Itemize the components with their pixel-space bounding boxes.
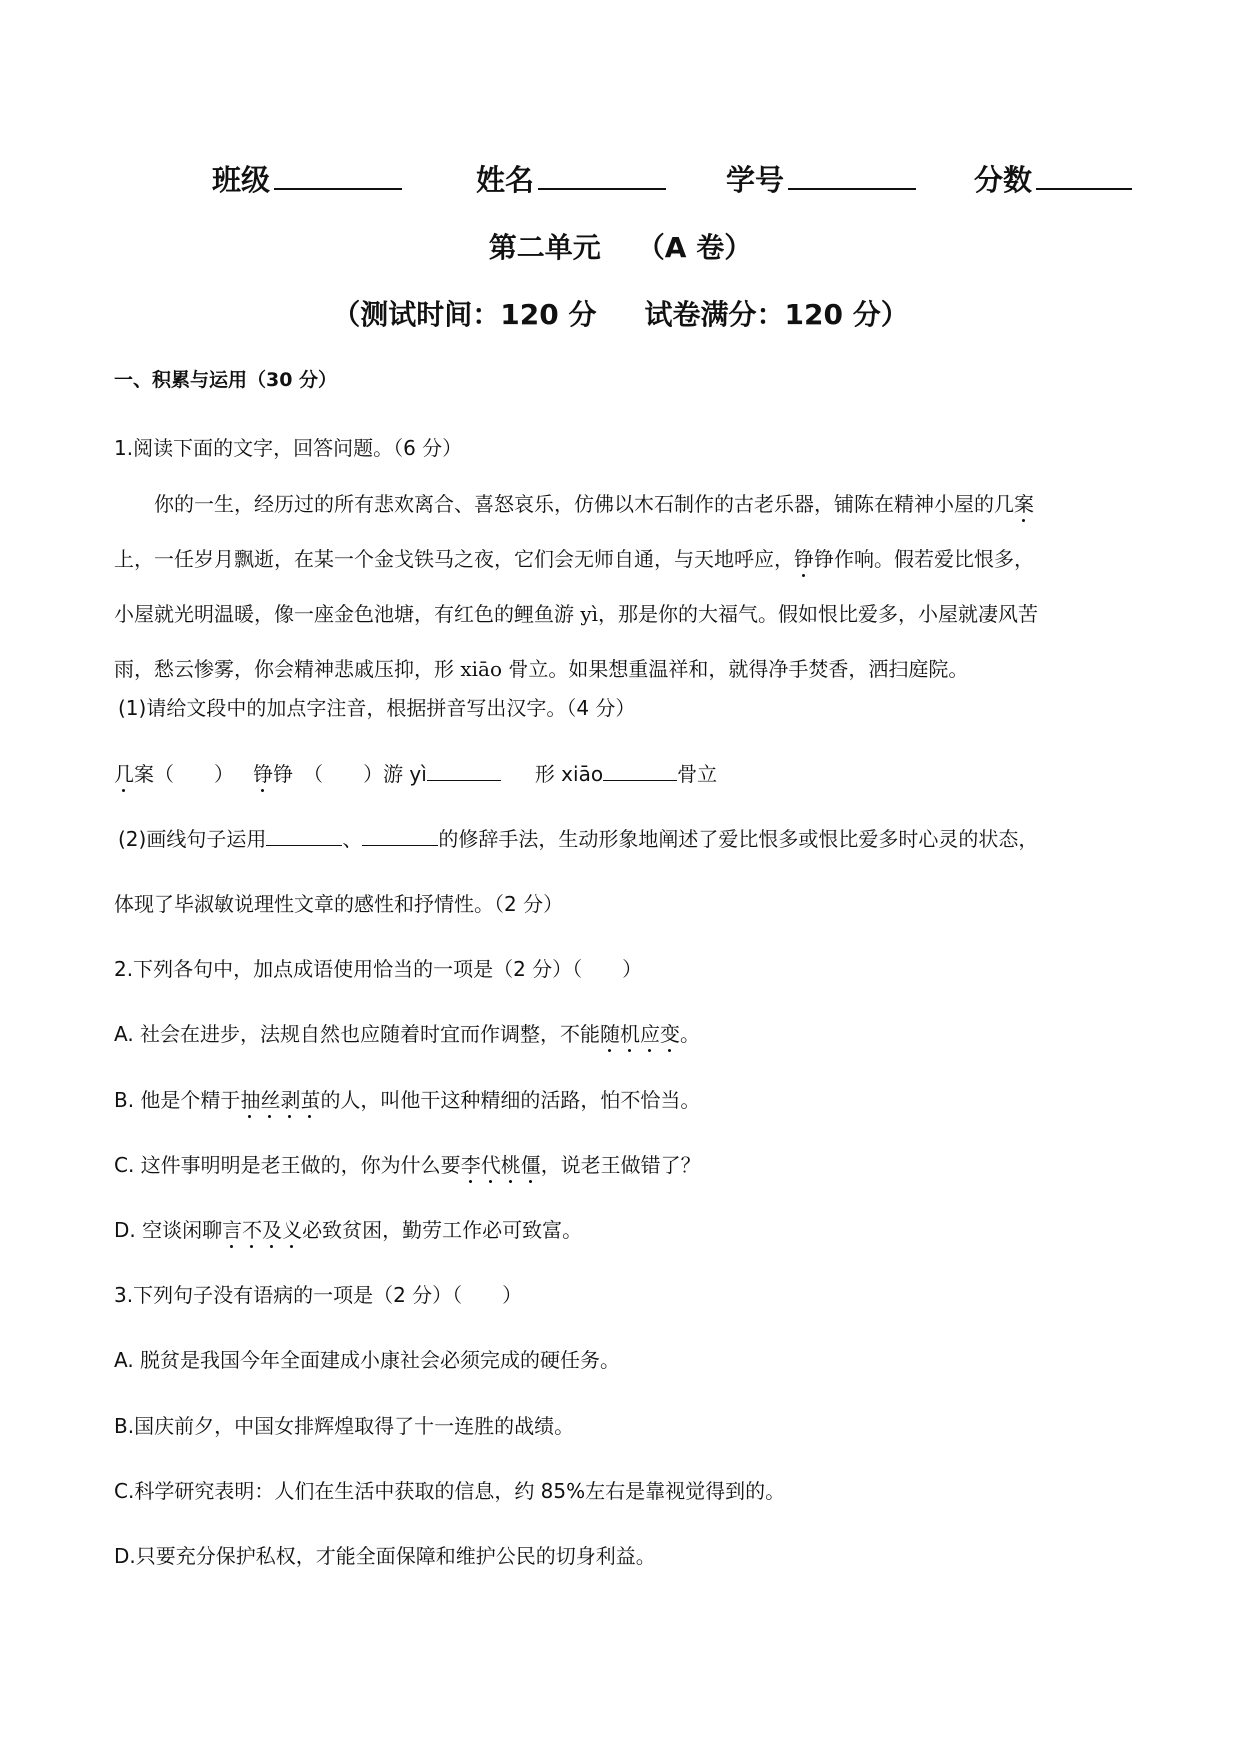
question-2-option-b[interactable]: B. 他是个精于抽丝剥茧的人，叫他干这种精细的活路，怕不恰当。 [114,1088,701,1112]
answer-blank[interactable] [266,825,342,846]
paper-version: （A 卷） [636,231,753,264]
dotted-idiom [222,1218,302,1242]
score-blank[interactable] [1036,160,1132,190]
dotted-char: 铮 [794,547,814,571]
dotted-char: 剥 [280,1088,301,1112]
question-1-stem: 1.阅读下面的文字，回答问题。（6 分） [114,436,463,460]
section-heading: 一、积累与运用（30 分） [114,369,338,391]
question-2-option-c[interactable]: C. 这件事明明是老王做的，你为什么要李代桃僵，说老王做错了？ [114,1153,701,1177]
passage-line: 小屋就光明温暖，像一座金色池塘，有红色的鲤鱼游 yì，那是你的大福气。假如恨比爱多，小屋就凄风苦 [114,602,1039,626]
dotted-char: 随 [600,1022,621,1046]
question-3-stem: 3.下列句子没有语病的一项是（2 分）（ ） [114,1283,523,1307]
unit-name: 第二单元 [488,231,601,264]
dotted-char: 不 [242,1218,263,1242]
question-2-option-d[interactable]: D. 空谈闲聊言不及义必致贫困，勤劳工作必可致富。 [114,1218,583,1242]
passage-line: 你的一生，经历过的所有悲欢离合、喜怒哀乐，仿佛以木石制作的古老乐器，铺陈在精神小屋的几案 [154,492,1034,516]
question-2-option-a[interactable]: A. 社会在进步，法规自然也应随着时宜而作调整，不能随机应变。 [114,1022,701,1046]
dotted-char: 铮 [253,762,274,786]
answer-bracket[interactable]: 铮 （ ）游 yì [273,762,427,786]
question-3-option-d[interactable]: D.只要充分保护私权，才能全面保障和维护公民的切身利益。 [114,1544,656,1568]
dotted-idiom [240,1088,320,1112]
dotted-char: 李 [460,1153,481,1177]
dotted-char: 丝 [260,1088,281,1112]
class-field [212,158,402,199]
question-2-stem: 2.下列各句中，加点成语使用恰当的一项是（2 分）（ ） [114,957,643,981]
dotted-char: 抽 [240,1088,261,1112]
test-time: （测试时间：120 分 [332,298,597,331]
dotted-idiom [461,1153,541,1177]
dotted-char: 桃 [500,1153,521,1177]
question-1-sub2: (2)画线句子运用 、 的修辞手法，生动形象地阐述了爱比恨多或恨比爱多时心灵的状态， [118,827,1039,851]
passage-line: 上，一任岁月飘逝，在某一个金戈铁马之夜，它们会无师自通，与天地呼应，铮铮作响。假若爱比恨多， [114,547,1034,571]
question-1-sub2-cont: 体现了毕淑敏说理性文章的感性和抒情性。（2 分） [114,892,564,916]
score-label: 分数 [974,163,1033,197]
student-id-blank[interactable] [788,160,916,190]
dotted-char: 变 [660,1022,681,1046]
dotted-char: 僵 [520,1153,541,1177]
dotted-char: 言 [222,1218,243,1242]
dotted-char: 机 [620,1022,641,1046]
dotted-idiom [600,1022,680,1046]
name-field [476,158,666,199]
question-3-option-c[interactable]: C.科学研究表明：人们在生活中获取的信息，约 85%左右是靠视觉得到的。 [114,1479,786,1503]
class-label: 班级 [212,163,271,197]
student-id-label: 学号 [726,163,785,197]
dotted-char: 义 [282,1218,303,1242]
name-blank[interactable] [538,160,666,190]
dotted-char: 茧 [300,1088,321,1112]
dotted-char: 应 [640,1022,661,1046]
score-field [974,158,1132,199]
answer-blank[interactable] [362,825,438,846]
answer-blank[interactable] [427,760,501,781]
dotted-char: 几 [114,762,134,786]
full-score: 试卷满分：120 分） [644,298,909,331]
dotted-char: 案 [1014,492,1034,516]
answer-blank[interactable] [603,760,677,781]
passage-line: 雨，愁云惨雾，你会精神悲戚压抑，形 xiāo 骨立。如果想重温祥和，就得净手焚香，洒扫庭院。 [114,657,969,681]
question-3-option-b[interactable]: B.国庆前夕，中国女排辉煌取得了十一连胜的战绩。 [114,1414,575,1438]
name-label: 姓名 [476,163,535,197]
class-blank[interactable] [274,160,402,190]
test-info [0,293,1241,333]
student-id-field [726,158,916,199]
dotted-char: 代 [480,1153,501,1177]
answer-bracket[interactable]: 案（ ） [134,762,234,786]
question-1-sub1: (1)请给文段中的加点字注音，根据拼音写出汉字。（4 分） [118,696,636,720]
question-3-option-a[interactable]: A. 脱贫是我国今年全面建成小康社会必须完成的硬任务。 [114,1348,621,1372]
unit-title [0,226,1241,266]
question-1-passage [114,477,1132,697]
question-1-fill-row: 几案（ ） 铮铮 （ ）游 yì 形 xiāo 骨立 [114,762,718,786]
dotted-char: 及 [262,1218,283,1242]
